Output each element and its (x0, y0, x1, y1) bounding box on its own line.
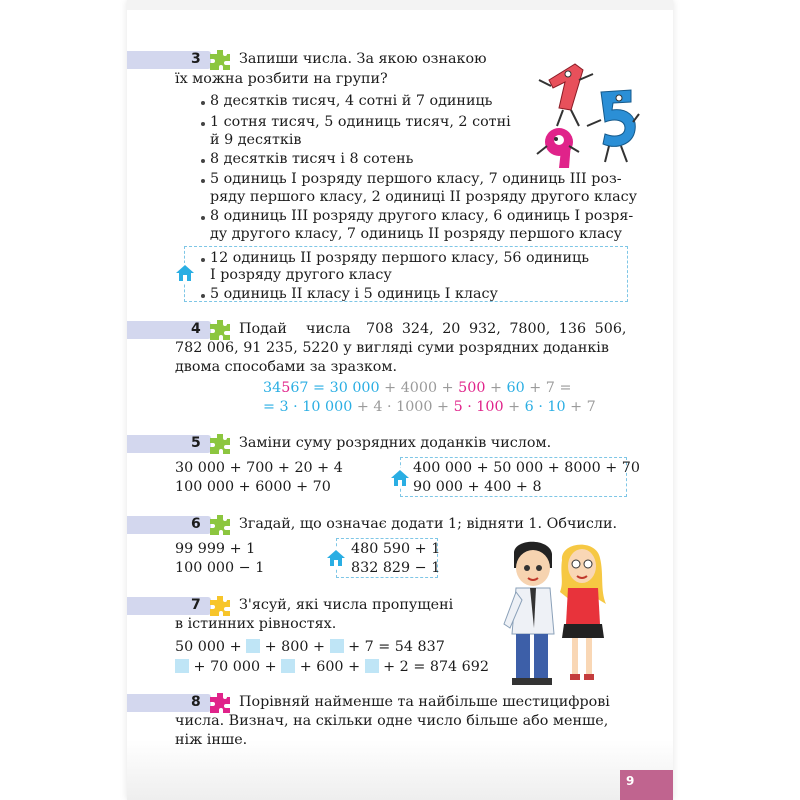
exercise-3-item-6-cont: І розряду другого класу (210, 267, 392, 283)
eq2-part-d: + 2 = 874 692 (378, 659, 489, 675)
sample-term-3: 60 (506, 380, 525, 396)
eq1-part-b: + 800 + (260, 639, 330, 655)
missing-number-box[interactable] (365, 659, 379, 673)
exercise-7-equation-2 (175, 658, 489, 677)
bullet-icon (201, 179, 205, 183)
exercise-8-prompt-line-2: числа. Визнач, на скільки одне число більше або менше, (175, 713, 609, 729)
missing-number-box[interactable] (246, 639, 260, 653)
exercise-3-item-2-cont: й 9 десятків (210, 132, 302, 148)
exercise-5-right-1: 400 000 + 50 000 + 8000 + 70 (413, 460, 640, 476)
home-icon (325, 548, 347, 568)
exercise-4-prompt-word-1: Подай (239, 321, 287, 337)
bullet-icon (201, 122, 205, 126)
exercise-6-number: 6 (191, 516, 201, 532)
puzzle-icon (208, 48, 232, 72)
exercise-3-item-5-cont: ду другого класу, 7 одиниць ІІ розряду першого класу (210, 226, 623, 242)
home-icon (389, 468, 411, 488)
exercise-7-equation-1 (175, 638, 445, 657)
exercise-8-number: 8 (191, 694, 201, 710)
exercise-8-prompt-line-3: ніж інше. (175, 732, 248, 748)
sample-row2-term-1: 3 · 10 000 (279, 399, 353, 415)
exercise-3-prompt-line-1: Запиши числа. За якою ознакою (239, 51, 487, 67)
puzzle-icon (208, 513, 232, 537)
exercise-8-prompt-line-1: Порівняй найменше та найбільше шестицифрові (239, 694, 610, 710)
sample-digits-c: 67 (290, 380, 309, 396)
bullet-icon (201, 258, 205, 262)
sample-row2-pre: = (263, 399, 280, 415)
sample-term-1: 30 000 (329, 380, 380, 396)
numerals-illustration (535, 50, 640, 170)
exercise-7-prompt-line-2: в істинних рівностях. (175, 616, 337, 632)
sample-plus-1: + 4000 + (379, 380, 459, 396)
exercise-4-prompt-line-2: 782 006, 91 235, 5220 у вигляді суми розрядних доданків (175, 340, 609, 356)
exercise-3-item-7: 5 одиниць ІІ класу і 5 одиниць І класу (210, 286, 498, 302)
exercise-7-number: 7 (191, 597, 201, 613)
sample-plus-2: + (485, 380, 507, 396)
exercise-4-number: 4 (191, 321, 201, 337)
exercise-5-left-2: 100 000 + 6000 + 70 (175, 479, 331, 495)
missing-number-box[interactable] (281, 659, 295, 673)
exercise-3-item-4-cont: ряду першого класу, 2 одиниці ІІ розряду другого класу (210, 189, 638, 205)
bullet-icon (201, 216, 205, 220)
eq2-part-c: + 600 + (295, 659, 365, 675)
sample-row2-plus-1: + 4 · 1000 + (352, 399, 454, 415)
girl-character (560, 545, 606, 680)
missing-number-box[interactable] (175, 659, 189, 673)
page-number-text: 9 (626, 774, 635, 788)
exercise-3-item-2: 1 сотня тисяч, 5 одиниць тисяч, 2 сотні (210, 114, 511, 130)
exercise-6-left-2: 100 000 − 1 (175, 560, 265, 576)
sample-plus-3: + 7 = (524, 380, 572, 396)
sample-row2-term-3: 6 · 10 (524, 399, 566, 415)
exercise-3-item-1: 8 десятків тисяч, 4 сотні й 7 одиниць (210, 93, 493, 109)
eq1-part-a: 50 000 + (175, 639, 247, 655)
exercise-5-left-1: 30 000 + 700 + 20 + 4 (175, 460, 343, 476)
exercise-4-prompt-word-2: числа (306, 321, 351, 337)
exercise-3-item-5: 8 одиниць ІІІ розряду другого класу, 6 одиниць І розря- (210, 208, 634, 224)
exercise-4-sample-row-1 (263, 379, 571, 398)
exercise-4-sample-row-2 (263, 398, 596, 417)
exercise-4-prompt-line-3: двома способами за зразком. (175, 359, 398, 375)
page-number (620, 770, 673, 800)
exercise-3-item-6: 12 одиниць ІІ розряду першого класу, 56 одиниць (210, 250, 590, 266)
page-top-edge (127, 0, 673, 10)
exercise-3-item-3: 8 десятків тисяч і 8 сотень (210, 151, 414, 167)
exercise-5-prompt: Заміни суму розрядних доданків числом. (239, 435, 552, 451)
exercise-6-prompt: Згадай, що означає додати 1; відняти 1. Обчисли. (239, 516, 618, 532)
exercise-4-numbers: 708 324, 20 932, 7800, 136 506, (366, 321, 627, 337)
sample-digit-b: 5 (281, 380, 291, 396)
exercise-6-right-1: 480 590 + 1 (351, 541, 441, 557)
sample-digits-a: 34 (263, 380, 282, 396)
bullet-icon (201, 294, 205, 298)
exercise-3-prompt-line-2: їх можна розбити на групи? (175, 71, 388, 87)
sample-row2-plus-3: + 7 (565, 399, 596, 415)
sample-row2-plus-2: + (503, 399, 525, 415)
puzzle-icon (208, 432, 232, 456)
eq2-part-b: + 70 000 + (189, 659, 282, 675)
numeral-one-character (539, 64, 593, 126)
missing-number-box[interactable] (330, 639, 344, 653)
numeral-five-character (587, 90, 639, 162)
exercise-3-item-4: 5 одиниць І розряду першого класу, 7 одиниць ІІІ роз- (210, 171, 622, 187)
exercise-6-right-2: 832 829 − 1 (351, 560, 441, 576)
exercise-7-prompt-line-1: З'ясуй, які числа пропущені (239, 597, 454, 613)
numeral-nine-character (537, 128, 579, 168)
bullet-icon (201, 159, 205, 163)
boy-character (504, 542, 554, 685)
bullet-icon (201, 101, 205, 105)
eq1-part-c: + 7 = 54 837 (343, 639, 445, 655)
sample-eq: = (308, 380, 330, 396)
sample-row2-term-2: 5 · 100 (453, 399, 504, 415)
children-illustration (500, 538, 620, 688)
sample-term-2: 500 (458, 380, 486, 396)
home-icon (174, 263, 196, 283)
exercise-5-right-2: 90 000 + 400 + 8 (413, 479, 542, 495)
exercise-5-number: 5 (191, 435, 201, 451)
exercise-6-left-1: 99 999 + 1 (175, 541, 256, 557)
exercise-3-number: 3 (191, 51, 201, 67)
